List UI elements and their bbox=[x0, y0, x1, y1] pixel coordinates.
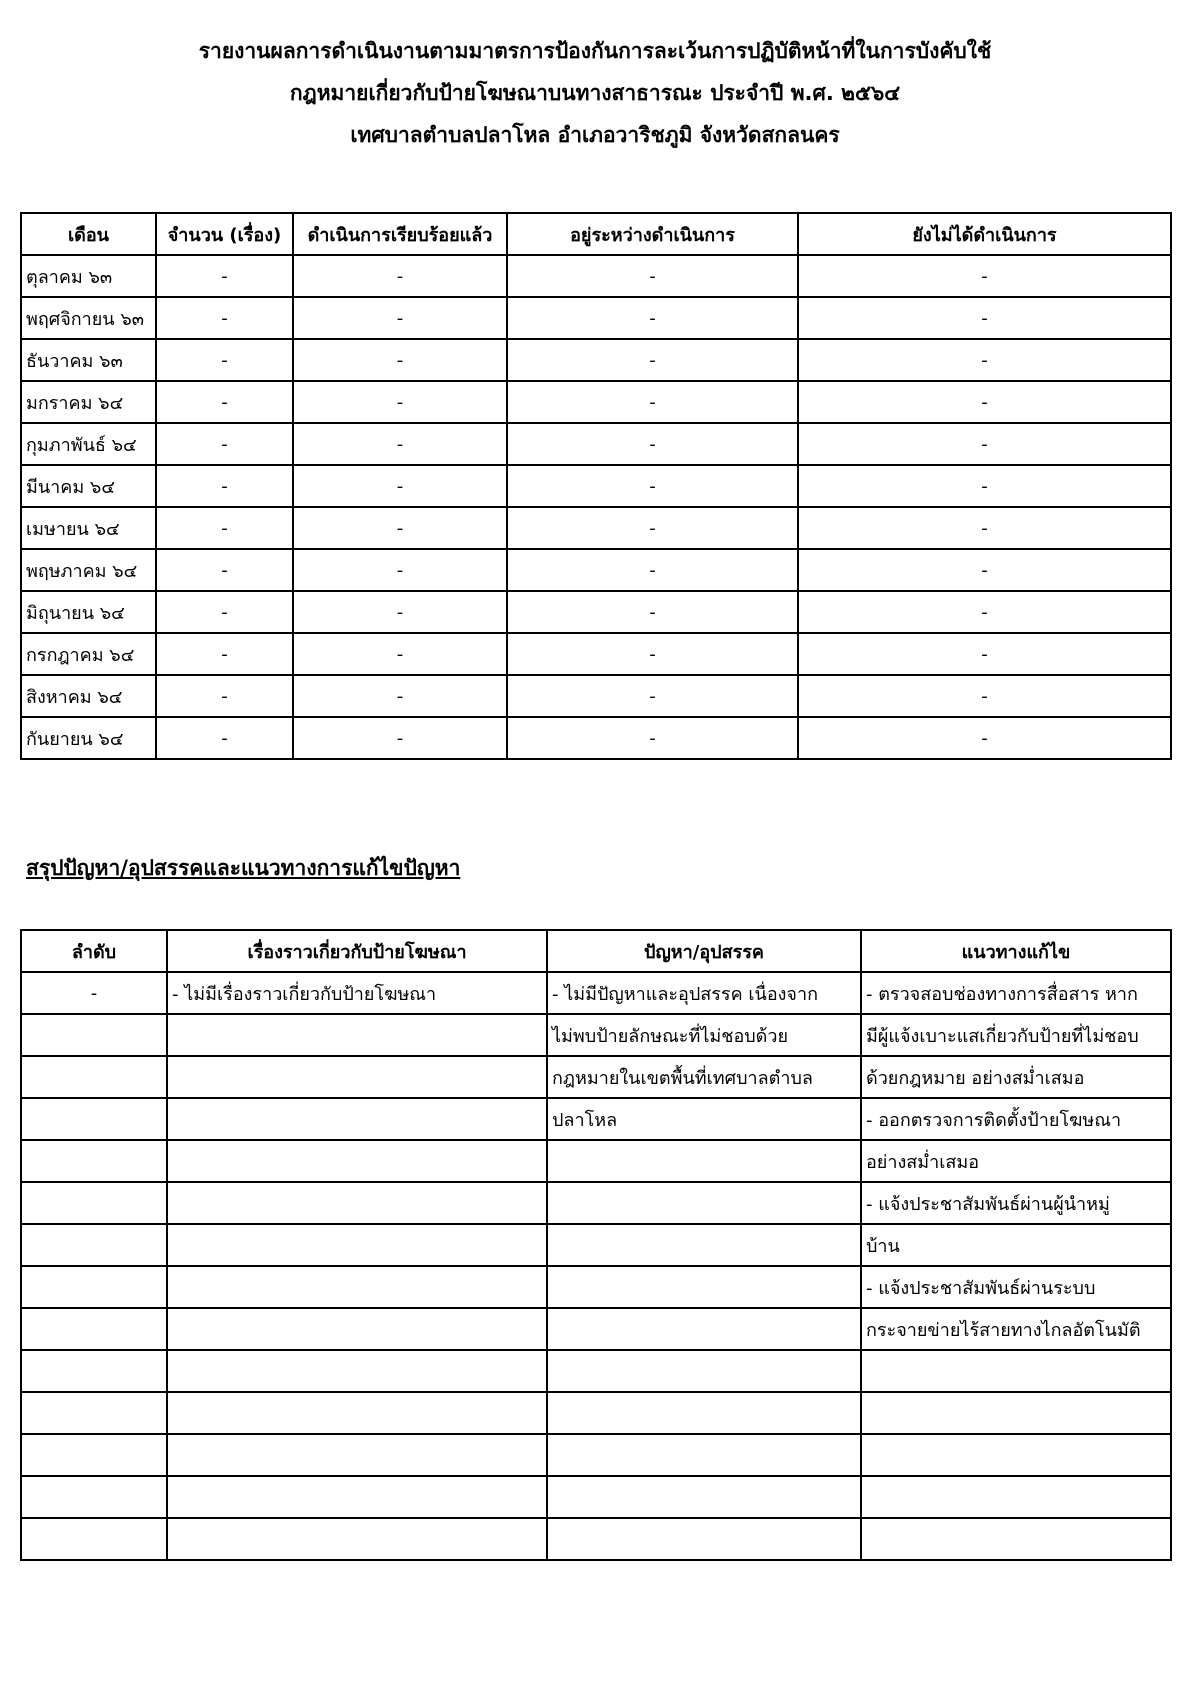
not-started-cell: - bbox=[798, 675, 1171, 717]
not-started-cell: - bbox=[798, 633, 1171, 675]
table-row bbox=[21, 1308, 1171, 1350]
month-cell: เมษายน ๖๔ bbox=[21, 507, 156, 549]
solution-cell bbox=[861, 1350, 1171, 1392]
table-row bbox=[21, 255, 1171, 297]
in-progress-cell: - bbox=[507, 297, 798, 339]
problem-cell bbox=[547, 1182, 861, 1224]
problem-cell bbox=[547, 1140, 861, 1182]
col-solution: แนวทางแก้ไข bbox=[861, 930, 1171, 972]
no-cell bbox=[21, 1224, 167, 1266]
topic-cell bbox=[167, 1182, 547, 1224]
col-count: จำนวน (เรื่อง) bbox=[156, 213, 293, 255]
solution-cell: ด้วยกฎหมาย อย่างสม่ำเสมอ bbox=[861, 1056, 1171, 1098]
no-cell bbox=[21, 1518, 167, 1560]
col-in-progress: อยู่ระหว่างดำเนินการ bbox=[507, 213, 798, 255]
title-line-1: รายงานผลการดำเนินงานตามมาตรการป้องกันการละเว้นการปฏิบัติหน้าที่ในการบังคับใช้ bbox=[198, 39, 992, 63]
no-cell bbox=[21, 1140, 167, 1182]
title-line-2: กฎหมายเกี่ยวกับป้ายโฆษณาบนทางสาธารณะ ประจำปี พ.ศ. ๒๕๖๔ bbox=[289, 81, 901, 105]
no-cell bbox=[21, 1476, 167, 1518]
done-cell: - bbox=[293, 591, 507, 633]
no-cell bbox=[21, 1056, 167, 1098]
month-cell: กันยายน ๖๔ bbox=[21, 717, 156, 759]
table-row bbox=[21, 1140, 1171, 1182]
in-progress-cell: - bbox=[507, 717, 798, 759]
col-not-started: ยังไม่ได้ดำเนินการ bbox=[798, 213, 1171, 255]
not-started-cell: - bbox=[798, 339, 1171, 381]
not-started-cell: - bbox=[798, 255, 1171, 297]
no-cell bbox=[21, 1434, 167, 1476]
in-progress-cell: - bbox=[507, 549, 798, 591]
no-cell bbox=[21, 1098, 167, 1140]
solution-cell: บ้าน bbox=[861, 1224, 1171, 1266]
topic-cell bbox=[167, 1518, 547, 1560]
problem-cell: - ไม่มีปัญหาและอุปสรรค เนื่องจาก bbox=[547, 972, 861, 1014]
table-row bbox=[21, 1224, 1171, 1266]
count-cell: - bbox=[156, 381, 293, 423]
count-cell: - bbox=[156, 297, 293, 339]
table-row bbox=[21, 423, 1171, 465]
monthly-table-header bbox=[21, 213, 1171, 255]
in-progress-cell: - bbox=[507, 465, 798, 507]
table-row bbox=[21, 972, 1171, 1014]
topic-cell bbox=[167, 1308, 547, 1350]
count-cell: - bbox=[156, 507, 293, 549]
problem-cell bbox=[547, 1224, 861, 1266]
in-progress-cell: - bbox=[507, 423, 798, 465]
table-row bbox=[21, 1266, 1171, 1308]
topic-cell bbox=[167, 1224, 547, 1266]
table-row bbox=[21, 1434, 1171, 1476]
topic-cell bbox=[167, 1056, 547, 1098]
done-cell: - bbox=[293, 423, 507, 465]
problem-cell: ไม่พบป้ายลักษณะที่ไม่ชอบด้วย bbox=[547, 1014, 861, 1056]
month-cell: กรกฎาคม ๖๔ bbox=[21, 633, 156, 675]
table-row bbox=[21, 1350, 1171, 1392]
topic-cell bbox=[167, 1350, 547, 1392]
not-started-cell: - bbox=[798, 381, 1171, 423]
in-progress-cell: - bbox=[507, 591, 798, 633]
summary-table-header bbox=[21, 930, 1171, 972]
solution-cell: - ออกตรวจการติดตั้งป้ายโฆษณา bbox=[861, 1098, 1171, 1140]
table-row bbox=[21, 1476, 1171, 1518]
not-started-cell: - bbox=[798, 591, 1171, 633]
in-progress-cell: - bbox=[507, 339, 798, 381]
not-started-cell: - bbox=[798, 507, 1171, 549]
problem-cell: ปลาโหล bbox=[547, 1098, 861, 1140]
problem-cell bbox=[547, 1392, 861, 1434]
no-cell bbox=[21, 1350, 167, 1392]
not-started-cell: - bbox=[798, 549, 1171, 591]
problem-cell bbox=[547, 1476, 861, 1518]
table-row bbox=[21, 1014, 1171, 1056]
table-row bbox=[21, 1098, 1171, 1140]
done-cell: - bbox=[293, 255, 507, 297]
month-cell: กุมภาพันธ์ ๖๔ bbox=[21, 423, 156, 465]
month-cell: พฤษภาคม ๖๔ bbox=[21, 549, 156, 591]
solution-cell: - แจ้งประชาสัมพันธ์ผ่านผู้นำหมู่ bbox=[861, 1182, 1171, 1224]
problem-cell bbox=[547, 1266, 861, 1308]
title-line-3: เทศบาลตำบลปลาโหล อำเภอวาริชภูมิ จังหวัดสกลนคร bbox=[350, 123, 840, 147]
count-cell: - bbox=[156, 255, 293, 297]
table-row bbox=[21, 1392, 1171, 1434]
no-cell bbox=[21, 1182, 167, 1224]
table-row bbox=[21, 381, 1171, 423]
not-started-cell: - bbox=[798, 297, 1171, 339]
no-cell bbox=[21, 1308, 167, 1350]
topic-cell bbox=[167, 1476, 547, 1518]
summary-table bbox=[20, 929, 1172, 1561]
table-row bbox=[21, 465, 1171, 507]
done-cell: - bbox=[293, 339, 507, 381]
problem-cell bbox=[547, 1308, 861, 1350]
in-progress-cell: - bbox=[507, 675, 798, 717]
topic-cell bbox=[167, 1014, 547, 1056]
topic-cell: - ไม่มีเรื่องราวเกี่ยวกับป้ายโฆษณา bbox=[167, 972, 547, 1014]
count-cell: - bbox=[156, 717, 293, 759]
topic-cell bbox=[167, 1098, 547, 1140]
done-cell: - bbox=[293, 465, 507, 507]
done-cell: - bbox=[293, 549, 507, 591]
table-row bbox=[21, 1182, 1171, 1224]
count-cell: - bbox=[156, 549, 293, 591]
month-cell: มิถุนายน ๖๔ bbox=[21, 591, 156, 633]
no-cell: - bbox=[21, 972, 167, 1014]
topic-cell bbox=[167, 1140, 547, 1182]
not-started-cell: - bbox=[798, 717, 1171, 759]
month-cell: สิงหาคม ๖๔ bbox=[21, 675, 156, 717]
solution-cell: กระจายข่ายไร้สายทางไกลอัตโนมัติ bbox=[861, 1308, 1171, 1350]
month-cell: มกราคม ๖๔ bbox=[21, 381, 156, 423]
not-started-cell: - bbox=[798, 465, 1171, 507]
table-row bbox=[21, 339, 1171, 381]
table-row bbox=[21, 507, 1171, 549]
in-progress-cell: - bbox=[507, 633, 798, 675]
done-cell: - bbox=[293, 633, 507, 675]
problem-cell bbox=[547, 1350, 861, 1392]
count-cell: - bbox=[156, 339, 293, 381]
problem-cell: กฎหมายในเขตพื้นที่เทศบาลตำบล bbox=[547, 1056, 861, 1098]
col-done: ดำเนินการเรียบร้อยแล้ว bbox=[293, 213, 507, 255]
col-problem: ปัญหา/อุปสรรค bbox=[547, 930, 861, 972]
solution-cell bbox=[861, 1434, 1171, 1476]
solution-cell: - แจ้งประชาสัมพันธ์ผ่านระบบ bbox=[861, 1266, 1171, 1308]
count-cell: - bbox=[156, 423, 293, 465]
no-cell bbox=[21, 1266, 167, 1308]
done-cell: - bbox=[293, 507, 507, 549]
done-cell: - bbox=[293, 297, 507, 339]
count-cell: - bbox=[156, 633, 293, 675]
table-row bbox=[21, 591, 1171, 633]
topic-cell bbox=[167, 1392, 547, 1434]
problem-cell bbox=[547, 1518, 861, 1560]
in-progress-cell: - bbox=[507, 255, 798, 297]
table-row bbox=[21, 1518, 1171, 1560]
solution-cell bbox=[861, 1392, 1171, 1434]
count-cell: - bbox=[156, 675, 293, 717]
col-month: เดือน bbox=[21, 213, 156, 255]
table-row bbox=[21, 717, 1171, 759]
solution-cell: มีผู้แจ้งเบาะแสเกี่ยวกับป้ายที่ไม่ชอบ bbox=[861, 1014, 1171, 1056]
monthly-table bbox=[20, 212, 1172, 760]
no-cell bbox=[21, 1392, 167, 1434]
done-cell: - bbox=[293, 381, 507, 423]
done-cell: - bbox=[293, 675, 507, 717]
done-cell: - bbox=[293, 717, 507, 759]
table-row bbox=[21, 297, 1171, 339]
month-cell: มีนาคม ๖๔ bbox=[21, 465, 156, 507]
table-row bbox=[21, 633, 1171, 675]
topic-cell bbox=[167, 1434, 547, 1476]
in-progress-cell: - bbox=[507, 381, 798, 423]
col-topic: เรื่องราวเกี่ยวกับป้ายโฆษณา bbox=[167, 930, 547, 972]
month-cell: พฤศจิกายน ๖๓ bbox=[21, 297, 156, 339]
report-title bbox=[0, 30, 1190, 156]
table-row bbox=[21, 549, 1171, 591]
not-started-cell: - bbox=[798, 423, 1171, 465]
solution-cell bbox=[861, 1476, 1171, 1518]
solution-cell bbox=[861, 1518, 1171, 1560]
topic-cell bbox=[167, 1266, 547, 1308]
table-row bbox=[21, 675, 1171, 717]
month-cell: ธันวาคม ๖๓ bbox=[21, 339, 156, 381]
solution-cell: อย่างสม่ำเสมอ bbox=[861, 1140, 1171, 1182]
problem-cell bbox=[547, 1434, 861, 1476]
in-progress-cell: - bbox=[507, 507, 798, 549]
count-cell: - bbox=[156, 465, 293, 507]
col-no: ลำดับ bbox=[21, 930, 167, 972]
month-cell: ตุลาคม ๖๓ bbox=[21, 255, 156, 297]
summary-heading: สรุปปัญหา/อุปสรรคและแนวทางการแก้ไขปัญหา bbox=[26, 856, 461, 880]
solution-cell: - ตรวจสอบช่องทางการสื่อสาร หาก bbox=[861, 972, 1171, 1014]
count-cell: - bbox=[156, 591, 293, 633]
table-row bbox=[21, 1056, 1171, 1098]
no-cell bbox=[21, 1014, 167, 1056]
